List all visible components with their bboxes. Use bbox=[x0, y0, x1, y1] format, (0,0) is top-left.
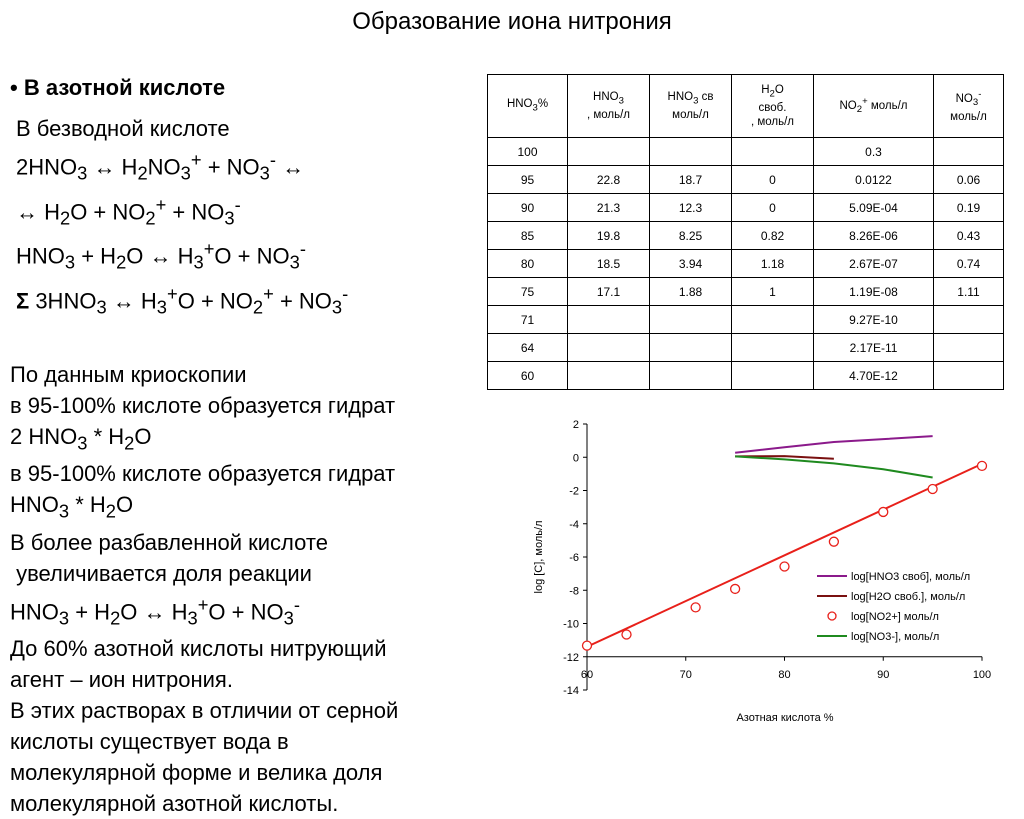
legend-entry: log[NO3-], моль/л bbox=[851, 631, 940, 643]
table-cell bbox=[934, 362, 1004, 390]
page-title: Образование иона нитрония bbox=[352, 8, 672, 35]
table-cell: 0.19 bbox=[934, 194, 1004, 222]
table-cell: 0.3 bbox=[814, 138, 934, 166]
table-cell: 2.17E-11 bbox=[814, 334, 934, 362]
table-row bbox=[488, 250, 1004, 278]
x-tick-label: 60 bbox=[580, 668, 594, 681]
table-cell: 100 bbox=[488, 138, 568, 166]
table-cell bbox=[650, 306, 732, 334]
table-row bbox=[488, 362, 1004, 390]
table-cell: 80 bbox=[488, 250, 568, 278]
series-line bbox=[735, 436, 933, 453]
table-cell: 0.06 bbox=[934, 166, 1004, 194]
data-point bbox=[731, 584, 740, 593]
table-cell: 1.88 bbox=[650, 278, 732, 306]
table-cell: 64 bbox=[488, 334, 568, 362]
table-header-cell: $HNO_3$ , моль/л bbox=[568, 75, 650, 138]
table-cell bbox=[650, 334, 732, 362]
y-axis-label: log [C], моль/л bbox=[533, 520, 545, 594]
table-cell: 18.5 bbox=[568, 250, 650, 278]
table-cell: 4.70E-12 bbox=[814, 362, 934, 390]
legend-entry: log[HNO3 своб], моль/л bbox=[851, 571, 971, 583]
data-point bbox=[780, 562, 789, 571]
table-cell: 21.3 bbox=[568, 194, 650, 222]
table-cell: 0 bbox=[732, 194, 814, 222]
table-cell: 17.1 bbox=[568, 278, 650, 306]
legend-entry: log[H2O своб.], моль/л bbox=[851, 591, 966, 603]
table-row bbox=[488, 334, 1004, 362]
equation-line: ↔ $H_2O + NO_2^+ + NO_3^-$ bbox=[16, 193, 241, 229]
table-row bbox=[488, 222, 1004, 250]
text-line: молекулярной азотной кислоты. bbox=[10, 791, 339, 817]
table-cell: 71 bbox=[488, 306, 568, 334]
table-cell: 0.43 bbox=[934, 222, 1004, 250]
table-cell: 8.25 bbox=[650, 222, 732, 250]
table-cell: 12.3 bbox=[650, 194, 732, 222]
table-cell: 0 bbox=[732, 166, 814, 194]
table-cell: 0.0122 bbox=[814, 166, 934, 194]
table-row bbox=[488, 138, 1004, 166]
table-cell bbox=[934, 138, 1004, 166]
y-tick-label: -2 bbox=[569, 485, 579, 498]
text-line: До 60% азотной кислоты нитрующий bbox=[10, 636, 387, 662]
table-cell: 9.27E-10 bbox=[814, 306, 934, 334]
legend-swatch bbox=[828, 612, 836, 620]
equation-line: $HNO_3 + H_2O$ ↔ $H_3^+O + NO_3^-$ bbox=[16, 238, 306, 274]
table-cell: 18.7 bbox=[650, 166, 732, 194]
table-row bbox=[488, 194, 1004, 222]
y-tick-label: -4 bbox=[569, 518, 579, 531]
table-cell: 1.18 bbox=[732, 250, 814, 278]
formula-line: $HNO_3 * H_2O$ bbox=[10, 492, 134, 522]
table-cell: 60 bbox=[488, 362, 568, 390]
table-cell bbox=[568, 362, 650, 390]
table-cell: 90 bbox=[488, 194, 568, 222]
text-line: увеличивается доля реакции bbox=[10, 560, 312, 586]
data-point bbox=[691, 603, 700, 612]
text-line: В безводной кислоте bbox=[16, 116, 230, 141]
table-cell bbox=[568, 334, 650, 362]
table-cell: 19.8 bbox=[568, 222, 650, 250]
table-cell bbox=[732, 306, 814, 334]
table-cell bbox=[568, 306, 650, 334]
table-cell: 5.09E-04 bbox=[814, 194, 934, 222]
bullet-heading: • В азотной кислоте bbox=[10, 75, 226, 100]
table-cell bbox=[650, 362, 732, 390]
table-header-cell: $HNO_3$ св моль/л bbox=[650, 75, 732, 138]
y-tick-label: -8 bbox=[569, 585, 579, 598]
text-line: В этих растворах в отличии от серной bbox=[10, 698, 399, 724]
table-cell: 3.94 bbox=[650, 250, 732, 278]
y-tick-label: 0 bbox=[572, 452, 579, 465]
y-tick-label: -12 bbox=[563, 651, 579, 664]
table-cell: 0.82 bbox=[732, 222, 814, 250]
table-cell: 8.26E-06 bbox=[814, 222, 934, 250]
x-tick-label: 70 bbox=[679, 668, 692, 681]
data-point bbox=[583, 641, 592, 650]
text-line: агент – ион нитрония. bbox=[10, 667, 233, 693]
y-tick-label: -10 bbox=[563, 618, 579, 631]
x-axis-label: Азотная кислота % bbox=[736, 712, 834, 724]
table-row bbox=[488, 278, 1004, 306]
table-cell: 85 bbox=[488, 222, 568, 250]
table-header-row bbox=[488, 75, 1004, 138]
x-tick-label: 100 bbox=[972, 668, 992, 681]
table-header-cell: $NO_2^+$ моль/л bbox=[814, 75, 934, 138]
x-tick-label: 90 bbox=[877, 668, 890, 681]
legend-entry: log[NO2+] моль/л bbox=[851, 611, 939, 623]
table-row bbox=[488, 306, 1004, 334]
table-header-cell: $NO_3^-$ моль/л bbox=[934, 75, 1004, 138]
table-row bbox=[488, 166, 1004, 194]
table-cell: 75 bbox=[488, 278, 568, 306]
table-cell bbox=[732, 362, 814, 390]
table-header-cell: $H_2O$ своб. , моль/л bbox=[732, 75, 814, 138]
text-line: По данным криоскопии bbox=[10, 361, 247, 387]
data-point bbox=[879, 507, 888, 516]
series-line bbox=[735, 456, 933, 477]
y-tick-label: -14 bbox=[563, 685, 579, 697]
table-cell: 95 bbox=[488, 166, 568, 194]
data-point bbox=[978, 461, 987, 470]
data-point bbox=[622, 630, 631, 639]
x-tick-label: 80 bbox=[778, 668, 791, 681]
text-line: в 95-100% кислоте образуется гидрат bbox=[10, 392, 396, 418]
chart-legend bbox=[817, 571, 970, 643]
table-cell bbox=[934, 306, 1004, 334]
text-column bbox=[10, 72, 480, 819]
table-cell bbox=[568, 138, 650, 166]
text-line: кислоты существует вода в bbox=[10, 729, 289, 755]
data-point bbox=[829, 537, 838, 546]
data-point bbox=[928, 485, 937, 494]
table-cell bbox=[732, 334, 814, 362]
chart bbox=[520, 405, 1010, 735]
text-line: молекулярной форме и велика доля bbox=[10, 760, 383, 786]
table-cell: 0.74 bbox=[934, 250, 1004, 278]
table-cell bbox=[934, 334, 1004, 362]
text-line: В более разбавленной кислоте bbox=[10, 529, 328, 555]
table-cell: 1.11 bbox=[934, 278, 1004, 306]
table-header-cell: $HNO_3\%$ bbox=[488, 75, 568, 138]
table-cell: 22.8 bbox=[568, 166, 650, 194]
equation-line: Σ $3HNO_3$ ↔ $H_3^+O + NO_2^+ + NO_3^-$ bbox=[16, 283, 349, 318]
y-tick-label: 2 bbox=[572, 419, 579, 431]
text-line: в 95-100% кислоте образуется гидрат bbox=[10, 461, 396, 487]
table-cell: 1.19E-08 bbox=[814, 278, 934, 306]
table-cell bbox=[650, 138, 732, 166]
equation-line: $2HNO_3$ ↔ $H_2NO_3^+ + NO_3^-$ ↔ bbox=[16, 149, 305, 184]
formula-line: 2 $HNO_3 * H_2O$ bbox=[10, 423, 152, 454]
table-cell: 1 bbox=[732, 278, 814, 306]
data-table bbox=[487, 74, 1004, 390]
table-cell: 2.67E-07 bbox=[814, 250, 934, 278]
table-body bbox=[488, 138, 1004, 390]
y-tick-label: -6 bbox=[569, 552, 579, 564]
table-cell bbox=[732, 138, 814, 166]
equation-line: $HNO_3 + H_2O$ ↔ $H_3^+O + NO_3^-$ bbox=[10, 593, 300, 629]
